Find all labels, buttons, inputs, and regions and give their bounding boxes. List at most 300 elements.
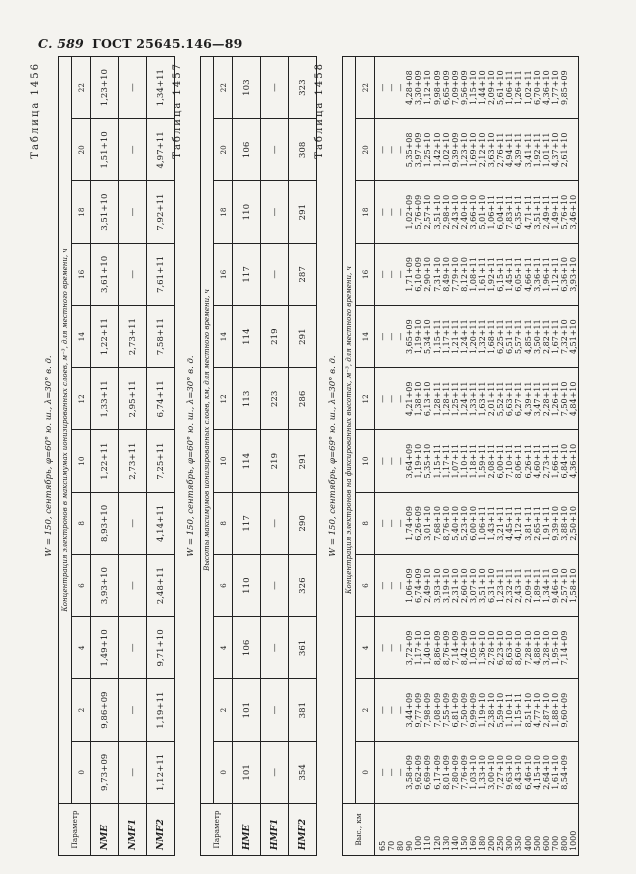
- value-cell: 1,71+09: [405, 257, 415, 292]
- value-cell: 3,19+10: [441, 568, 451, 603]
- value-cell: 7,28+10: [523, 630, 533, 666]
- param-cell: HME: [233, 804, 261, 856]
- value-cell: 2,08+11: [487, 443, 497, 479]
- value-cell: 9,86+09: [91, 679, 119, 741]
- value-cell: 9,77+09: [414, 692, 424, 728]
- value-cell: 117: [233, 492, 261, 554]
- table-row: [261, 57, 289, 856]
- value-cell: 3,07+10: [468, 568, 478, 603]
- height-value: 120: [432, 835, 442, 851]
- page-number: С. 589: [38, 36, 84, 51]
- value-cell: 1,33+11: [468, 381, 478, 417]
- value-cell: 4,88+10: [532, 630, 542, 666]
- value-cell: 7,32+10: [559, 319, 569, 354]
- value-cell: 1,19+10: [478, 692, 488, 728]
- value-cell: 4,21+09: [405, 381, 415, 417]
- value-cell: —: [396, 83, 406, 92]
- value-cell: 1,26+11: [514, 70, 524, 105]
- hour-header: 22: [214, 57, 233, 119]
- value-cell: 103: [233, 57, 261, 119]
- value-cell: 1,95+10: [550, 630, 560, 666]
- value-cell: 1,24+11: [459, 381, 469, 417]
- height-value: 350: [514, 835, 524, 851]
- table-row: [289, 57, 317, 856]
- table-1458-caption: Концентрация электронов на фиксированных высотах, м⁻³, для местного времени, ч: [343, 57, 356, 804]
- value-cell: 7,31+10: [432, 257, 442, 292]
- value-cell: 1,28+11: [432, 381, 442, 417]
- value-cell: 5,76+10: [559, 194, 569, 230]
- value-cell: 3,81+11: [523, 506, 533, 541]
- value-cell: 1,69+10: [468, 132, 478, 168]
- value-cell: —: [387, 208, 397, 217]
- value-cell: 4,39+11: [514, 132, 524, 168]
- value-cell: 1,66+11: [550, 443, 560, 479]
- value-cell: 117: [233, 243, 261, 305]
- value-cell: 291: [289, 181, 317, 243]
- value-cell: 5,35+08: [405, 132, 415, 168]
- hour-header: 16: [72, 243, 91, 305]
- value-cell: —: [378, 394, 387, 403]
- hour-header: 10: [214, 430, 233, 492]
- value-cell: 6,65+09: [441, 70, 451, 105]
- value-cell: 4,14+11: [147, 492, 175, 554]
- value-cell: 1,61+11: [478, 257, 488, 292]
- value-cell: —: [119, 617, 147, 679]
- value-cell: 7,08+09: [432, 692, 442, 728]
- value-cell: 1,17+10: [414, 630, 424, 666]
- value-cell: 1,17+11: [441, 443, 451, 479]
- value-cell: 1,58+10: [568, 568, 578, 603]
- value-cell: 8,60+10: [514, 630, 524, 666]
- value-cell: 2,90+10: [423, 257, 433, 292]
- value-cell: 1,15+10: [468, 70, 478, 105]
- value-column: [375, 181, 579, 243]
- value-cell: 1,15+11: [432, 319, 442, 354]
- value-cell: 4,28+08: [405, 70, 415, 105]
- value-cell: 291: [289, 430, 317, 492]
- value-cell: 5,57+11: [514, 319, 524, 354]
- value-cell: 6,70+10: [532, 70, 542, 105]
- value-cell: —: [387, 581, 397, 590]
- value-cell: 4,66+11: [523, 257, 533, 292]
- value-cell: 4,97+11: [147, 119, 175, 181]
- param-cell: HMF2: [289, 804, 317, 856]
- hour-header: 2: [72, 679, 91, 741]
- param-cell: NMF2: [147, 804, 175, 856]
- value-cell: 9,85+09: [559, 70, 569, 105]
- value-cell: 7,09+09: [450, 70, 460, 105]
- value-cell: 1,19+10: [414, 443, 424, 479]
- value-cell: 287: [289, 243, 317, 305]
- value-cell: 2,01+11: [487, 381, 497, 417]
- value-cell: 7,98+09: [423, 692, 433, 728]
- value-cell: 6,35+11: [514, 194, 524, 230]
- value-cell: 3,51+10: [432, 194, 442, 230]
- height-value: 700: [550, 835, 560, 851]
- value-cell: 2,50+10: [568, 506, 578, 541]
- value-cell: 7,50+09: [459, 692, 469, 728]
- value-cell: —: [387, 768, 397, 777]
- value-cell: 1,25+11: [450, 381, 460, 417]
- value-column: [375, 119, 579, 181]
- value-cell: 1,45+11: [505, 257, 515, 292]
- value-cell: 7,76+09: [459, 755, 469, 790]
- value-cell: 5,40+10: [450, 506, 460, 541]
- hour-header: 22: [72, 57, 91, 119]
- value-cell: 1,08+11: [468, 257, 478, 292]
- value-cell: 2,48+11: [147, 555, 175, 617]
- value-cell: 291: [289, 306, 317, 368]
- height-value: 400: [523, 835, 533, 851]
- value-cell: —: [378, 83, 387, 92]
- value-cell: 3,30+09: [414, 70, 424, 105]
- value-cell: —: [387, 145, 397, 154]
- value-cell: —: [378, 457, 387, 466]
- value-cell: 8,42+09: [459, 630, 469, 666]
- value-cell: 9,98+09: [432, 70, 442, 105]
- value-cell: —: [119, 679, 147, 741]
- value-cell: 7,10+11: [505, 443, 515, 479]
- value-cell: 3,21+11: [496, 506, 506, 541]
- value-cell: —: [119, 555, 147, 617]
- value-cell: 3,93+10: [91, 555, 119, 617]
- value-cell: 5,76+09: [414, 194, 424, 230]
- hour-header: 18: [214, 181, 233, 243]
- value-cell: —: [261, 181, 289, 243]
- value-cell: 8,76+10: [441, 506, 451, 541]
- value-cell: 1,19+10: [414, 319, 424, 354]
- hour-header: 6: [356, 555, 375, 617]
- value-cell: 2,61+10: [559, 132, 569, 168]
- value-cell: —: [396, 270, 406, 279]
- value-cell: 2,43+10: [450, 194, 460, 230]
- value-cell: —: [396, 394, 406, 403]
- value-cell: —: [378, 768, 387, 777]
- value-cell: 3,65+09: [405, 319, 415, 354]
- value-cell: —: [119, 119, 147, 181]
- table-1458-body: [375, 57, 579, 856]
- value-cell: 4,39+11: [523, 381, 533, 417]
- value-cell: 4,15+10: [532, 755, 542, 790]
- hours-row: [356, 57, 375, 856]
- value-cell: 3,36+11: [532, 257, 542, 292]
- value-cell: 1,49+10: [91, 617, 119, 679]
- value-cell: 1,19+11: [147, 679, 175, 741]
- value-cell: 2,57+10: [559, 568, 569, 603]
- value-cell: —: [378, 643, 387, 652]
- value-cell: 7,61+11: [147, 243, 175, 305]
- table-row: [233, 57, 261, 856]
- height-value: 300: [505, 835, 515, 851]
- hour-header: 8: [214, 492, 233, 554]
- value-cell: 3,50+11: [532, 319, 542, 354]
- value-cell: 7,58+11: [147, 306, 175, 368]
- value-cell: 1,67+11: [550, 319, 560, 354]
- value-cell: 7,80+09: [450, 755, 460, 790]
- value-cell: 5,34+10: [423, 319, 433, 354]
- value-cell: 3,01+10: [423, 506, 433, 541]
- value-column: [375, 430, 579, 492]
- hour-header: 18: [72, 181, 91, 243]
- height-value: 180: [478, 835, 488, 851]
- height-value: 500: [532, 835, 542, 851]
- table-1456-caption: Концентрация электронов в максимумах ионизированных слоев, м⁻³, для местного времени, ч: [59, 57, 72, 804]
- value-cell: —: [396, 706, 406, 715]
- value-cell: 4,84+10: [568, 381, 578, 417]
- hour-header: 12: [72, 368, 91, 430]
- value-cell: —: [396, 332, 406, 341]
- value-cell: 114: [233, 306, 261, 368]
- value-cell: 1,26+11: [550, 381, 560, 417]
- value-cell: 6,74+09: [414, 568, 424, 603]
- value-cell: 6,00+11: [496, 443, 506, 479]
- param-cell: NMF1: [119, 804, 147, 856]
- hour-header: 14: [356, 306, 375, 368]
- value-cell: 9,56+09: [459, 70, 469, 105]
- value-cell: 5,35+10: [423, 443, 433, 479]
- value-cell: 1,89+11: [532, 568, 542, 603]
- value-cell: 1,59+11: [478, 443, 488, 479]
- height-value: 130: [441, 835, 451, 851]
- value-cell: —: [378, 145, 387, 154]
- value-cell: 2,73+11: [119, 430, 147, 492]
- value-cell: 1,12+11: [550, 257, 560, 292]
- value-cell: 286: [289, 368, 317, 430]
- value-cell: 7,14+09: [450, 630, 460, 666]
- value-cell: 1,51+10: [91, 119, 119, 181]
- value-cell: 6,36+10: [559, 257, 569, 292]
- height-value: 1000: [568, 830, 578, 851]
- value-cell: 1,12+11: [147, 741, 175, 803]
- value-cell: 1,06+11: [487, 194, 497, 230]
- value-cell: 2,82+11: [541, 319, 551, 354]
- table-1456-name: Таблица 1456: [30, 62, 41, 159]
- table-1457-name: Таблица 1457: [172, 62, 183, 159]
- value-cell: 2,32+11: [505, 568, 515, 603]
- value-cell: 113: [233, 368, 261, 430]
- value-cell: 3,46+10: [568, 194, 578, 230]
- value-cell: 223: [261, 368, 289, 430]
- hour-header: 6: [72, 555, 91, 617]
- value-cell: 9,99+09: [468, 692, 478, 728]
- value-cell: 1,05+10: [468, 630, 478, 666]
- value-cell: 7,92+11: [147, 181, 175, 243]
- value-cell: 1,02+11: [523, 70, 533, 105]
- value-cell: 2,43+11: [514, 568, 524, 603]
- value-column: [375, 617, 579, 679]
- value-cell: 5,59+10: [496, 692, 506, 728]
- value-cell: 2,12+10: [478, 132, 488, 168]
- value-cell: 2,40+10: [459, 194, 469, 230]
- value-cell: 2,09+11: [523, 568, 533, 603]
- table-1457-caption: Высоты максимумов ионизированных слоев, км, для местного времени, ч: [201, 57, 214, 804]
- hour-header: 0: [356, 741, 375, 803]
- value-cell: 2,76+11: [496, 132, 506, 168]
- value-cell: 8,01+09: [441, 755, 451, 790]
- value-cell: 7,83+11: [505, 194, 515, 230]
- value-cell: 3,93+10: [432, 568, 442, 603]
- value-column: [375, 57, 579, 119]
- hour-header: 2: [356, 679, 375, 741]
- value-cell: —: [378, 519, 387, 528]
- value-cell: 3,66+10: [468, 194, 478, 230]
- value-cell: 7,68+10: [432, 506, 442, 541]
- value-cell: 1,02+10: [441, 132, 451, 168]
- value-cell: 2,57+10: [423, 194, 433, 230]
- value-cell: —: [261, 741, 289, 803]
- value-cell: 6,51+11: [505, 319, 515, 354]
- value-cell: 114: [233, 430, 261, 492]
- hour-header: 8: [72, 492, 91, 554]
- table-1457-title: W = 150, сентябрь, φ=60° ю. ш., λ=30° в. д.: [186, 355, 196, 557]
- value-cell: 4,36+10: [541, 70, 551, 105]
- value-cell: 5,52+11: [496, 381, 506, 417]
- hour-header: 2: [214, 679, 233, 741]
- table-1458: [342, 56, 579, 856]
- hour-header: 18: [356, 181, 375, 243]
- hour-header: 4: [356, 617, 375, 679]
- param-header: Параметр: [201, 804, 233, 856]
- value-cell: 1,21+11: [450, 319, 460, 354]
- hour-header: 16: [214, 243, 233, 305]
- value-cell: 6,69+09: [423, 755, 433, 790]
- hour-header: 20: [356, 119, 375, 181]
- value-cell: 1,34+11: [541, 568, 551, 603]
- height-value: 65: [378, 840, 387, 851]
- value-cell: 8,86+09: [432, 630, 442, 666]
- value-cell: 2,87+10: [541, 692, 551, 728]
- page-header: [38, 36, 243, 51]
- value-cell: —: [119, 57, 147, 119]
- value-cell: —: [387, 643, 397, 652]
- value-cell: 9,63+10: [505, 755, 515, 790]
- value-cell: 2,60+10: [459, 568, 469, 603]
- value-cell: 3,47+11: [532, 381, 542, 417]
- height-value: 250: [496, 835, 506, 851]
- value-cell: 1,88+10: [550, 692, 560, 728]
- value-cell: 2,38+10: [487, 692, 497, 728]
- value-cell: —: [387, 332, 397, 341]
- value-cell: 6,27+11: [514, 381, 524, 417]
- table-1458-block: [314, 56, 610, 856]
- value-cell: 3,51+11: [532, 194, 542, 230]
- value-column: [375, 555, 579, 617]
- param-header: Параметр: [59, 804, 91, 856]
- value-cell: 101: [233, 679, 261, 741]
- value-cell: 2,73+11: [119, 306, 147, 368]
- value-cell: 3,41+11: [523, 132, 533, 168]
- value-cell: 3,44+09: [405, 692, 415, 728]
- value-cell: 6,63+11: [505, 381, 515, 417]
- value-cell: 110: [233, 555, 261, 617]
- value-cell: 2,31+10: [450, 568, 460, 603]
- hour-header: 10: [72, 430, 91, 492]
- value-cell: 1,36+10: [478, 630, 488, 666]
- value-column: [375, 306, 579, 368]
- hour-header: 10: [356, 430, 375, 492]
- value-cell: —: [119, 243, 147, 305]
- value-cell: 1,33+10: [478, 755, 488, 790]
- value-cell: —: [378, 581, 387, 590]
- value-cell: —: [396, 145, 406, 154]
- value-cell: 1,02+09: [405, 194, 415, 230]
- value-cell: 4,71+11: [523, 194, 533, 230]
- value-cell: 7,79+10: [450, 257, 460, 292]
- hours-row: [72, 57, 91, 856]
- value-cell: 1,23+10: [91, 57, 119, 119]
- value-cell: 1,34+11: [147, 57, 175, 119]
- hour-header: 14: [214, 306, 233, 368]
- value-cell: 290: [289, 492, 317, 554]
- value-cell: —: [261, 243, 289, 305]
- value-cell: 1,10+11: [459, 443, 469, 479]
- value-column: [375, 679, 579, 741]
- value-cell: 2,09+10: [487, 70, 497, 105]
- value-cell: 3,61+10: [91, 243, 119, 305]
- value-cell: 5,01+10: [478, 194, 488, 230]
- table-1457-block: [172, 56, 308, 856]
- hour-header: 20: [72, 119, 91, 181]
- value-cell: —: [378, 332, 387, 341]
- height-header: Выс., км: [343, 804, 375, 856]
- height-value: 80: [396, 840, 406, 851]
- value-cell: 1,23+11: [496, 568, 506, 603]
- value-cell: 6,17+09: [432, 755, 442, 790]
- value-cell: —: [387, 270, 397, 279]
- standard-code: ГОСТ 25645.146—89: [92, 36, 243, 51]
- value-cell: 9,62+09: [414, 755, 424, 790]
- value-cell: —: [396, 208, 406, 217]
- value-cell: —: [261, 119, 289, 181]
- value-cell: —: [261, 492, 289, 554]
- value-cell: 6,46+10: [523, 755, 533, 790]
- hour-header: 4: [214, 617, 233, 679]
- value-cell: 326: [289, 555, 317, 617]
- value-cell: 3,58+09: [405, 755, 415, 790]
- value-cell: 9,60+09: [559, 692, 569, 728]
- value-cell: 1,10+11: [505, 692, 515, 728]
- value-cell: 2,98+10: [441, 194, 451, 230]
- value-cell: 1,77+10: [550, 70, 560, 105]
- value-cell: 6,13+10: [423, 381, 433, 417]
- height-value: 140: [450, 835, 460, 851]
- value-cell: 5,23+10: [459, 506, 469, 541]
- value-cell: 9,46+10: [550, 568, 560, 603]
- value-cell: —: [261, 617, 289, 679]
- value-cell: 6,04+11: [496, 194, 506, 230]
- value-cell: 101: [233, 741, 261, 803]
- value-cell: 2,49+10: [423, 568, 433, 603]
- table-row: [119, 57, 147, 856]
- height-value: 150: [459, 835, 469, 851]
- value-column: [375, 368, 579, 430]
- value-cell: 3,88+10: [559, 506, 569, 541]
- value-cell: 2,28+11: [541, 381, 551, 417]
- value-cell: 5,61+10: [496, 70, 506, 105]
- value-cell: —: [387, 519, 397, 528]
- value-cell: 361: [289, 617, 317, 679]
- hour-header: 12: [214, 368, 233, 430]
- value-cell: 7,27+10: [496, 755, 506, 790]
- value-cell: 354: [289, 741, 317, 803]
- hour-header: 0: [72, 741, 91, 803]
- value-cell: 7,50+10: [559, 381, 569, 417]
- height-value: 100: [414, 835, 424, 851]
- value-cell: 1,43+11: [487, 506, 497, 541]
- height-value: 200: [487, 835, 497, 851]
- value-cell: 4,60+11: [532, 443, 542, 479]
- value-cell: 9,71+10: [147, 617, 175, 679]
